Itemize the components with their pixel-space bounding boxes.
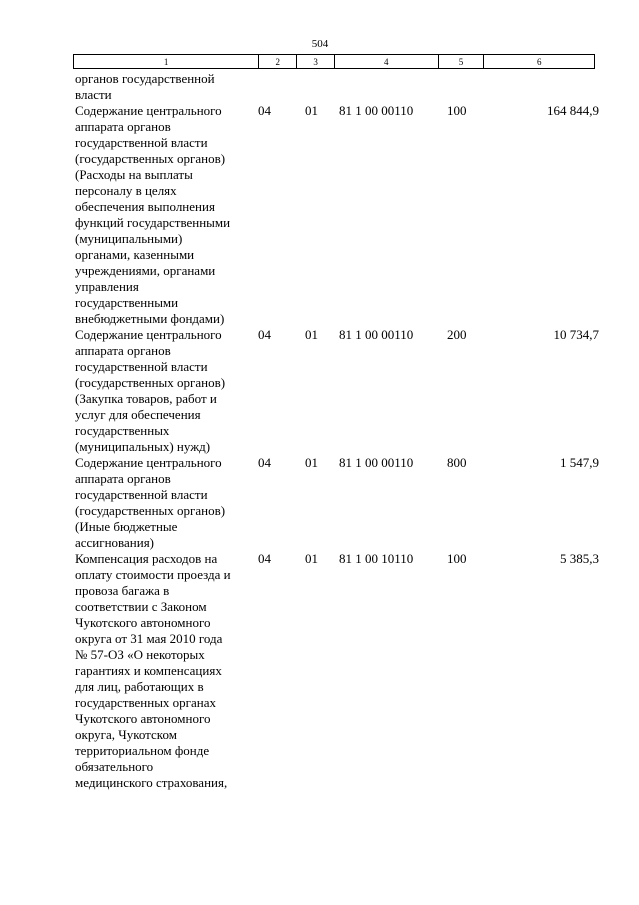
row-expense-type: 800 (447, 455, 467, 470)
table-body (75, 71, 599, 791)
header-col-3: 3 (297, 55, 335, 68)
row-amount: 1 547,9 (560, 455, 599, 470)
row-section: 04 (258, 455, 271, 470)
row-description: органов государственной власти (75, 71, 215, 102)
row-target-article: 81 1 00 00110 (339, 103, 414, 118)
header-col-2: 2 (259, 55, 297, 68)
row-target-article: 81 1 00 00110 (339, 455, 414, 470)
row-amount: 5 385,3 (560, 551, 599, 566)
header-col-6: 6 (536, 56, 542, 67)
table-row (75, 327, 599, 455)
table-row (75, 103, 599, 327)
row-subsection: 01 (305, 327, 318, 342)
header-col-1: 1 (74, 55, 259, 68)
row-section: 04 (258, 327, 271, 342)
row-amount: 10 734,7 (553, 327, 599, 342)
page-number: 504 (311, 38, 329, 50)
row-target-article: 81 1 00 10110 (339, 551, 414, 566)
row-subsection: 01 (305, 455, 318, 470)
row-section: 04 (258, 103, 271, 118)
row-description: Содержание центрального аппарата органов государственной власти (государственных органов) (Закупка товаров, работ и услуг для обеспечения государственных (муниципальных) нужд) (75, 327, 226, 454)
row-expense-type: 200 (447, 327, 467, 342)
table-row (75, 71, 599, 103)
row-description: Содержание центрального аппарата органов государственной власти (государственных органов) (Иные бюджетные ассигнования) (75, 455, 226, 550)
row-subsection: 01 (305, 551, 318, 566)
row-target-article: 81 1 00 00110 (339, 327, 414, 342)
table-row (75, 455, 599, 551)
row-amount: 164 844,9 (547, 103, 599, 118)
row-section: 04 (258, 551, 271, 566)
header-col-4: 4 (335, 55, 439, 68)
row-subsection: 01 (305, 103, 318, 118)
header-col-5: 5 (439, 55, 485, 68)
table-row (75, 551, 599, 791)
row-expense-type: 100 (447, 551, 467, 566)
table-header (73, 54, 595, 69)
row-description: Содержание центрального аппарата органов государственной власти (государственных органов) (Расходы на выплаты персоналу в целях обеспечения выполнения функций государственными (муниципальными) органами, казенными учреждениями, органами управления государственными внебюджетными фондами) (75, 103, 231, 326)
row-expense-type: 100 (447, 103, 467, 118)
row-description: Компенсация расходов на оплату стоимости проезда и провоза багажа в соответствии с Законом Чукотского автономного округа от 31 мая 2010 года № 57-ОЗ «О некоторых гарантиях и компенсациях для лиц, работающих в государственных органах Чукотского автономного округа, Чукотском территориальном фонде обязательного медицинского страхования, (75, 551, 231, 790)
